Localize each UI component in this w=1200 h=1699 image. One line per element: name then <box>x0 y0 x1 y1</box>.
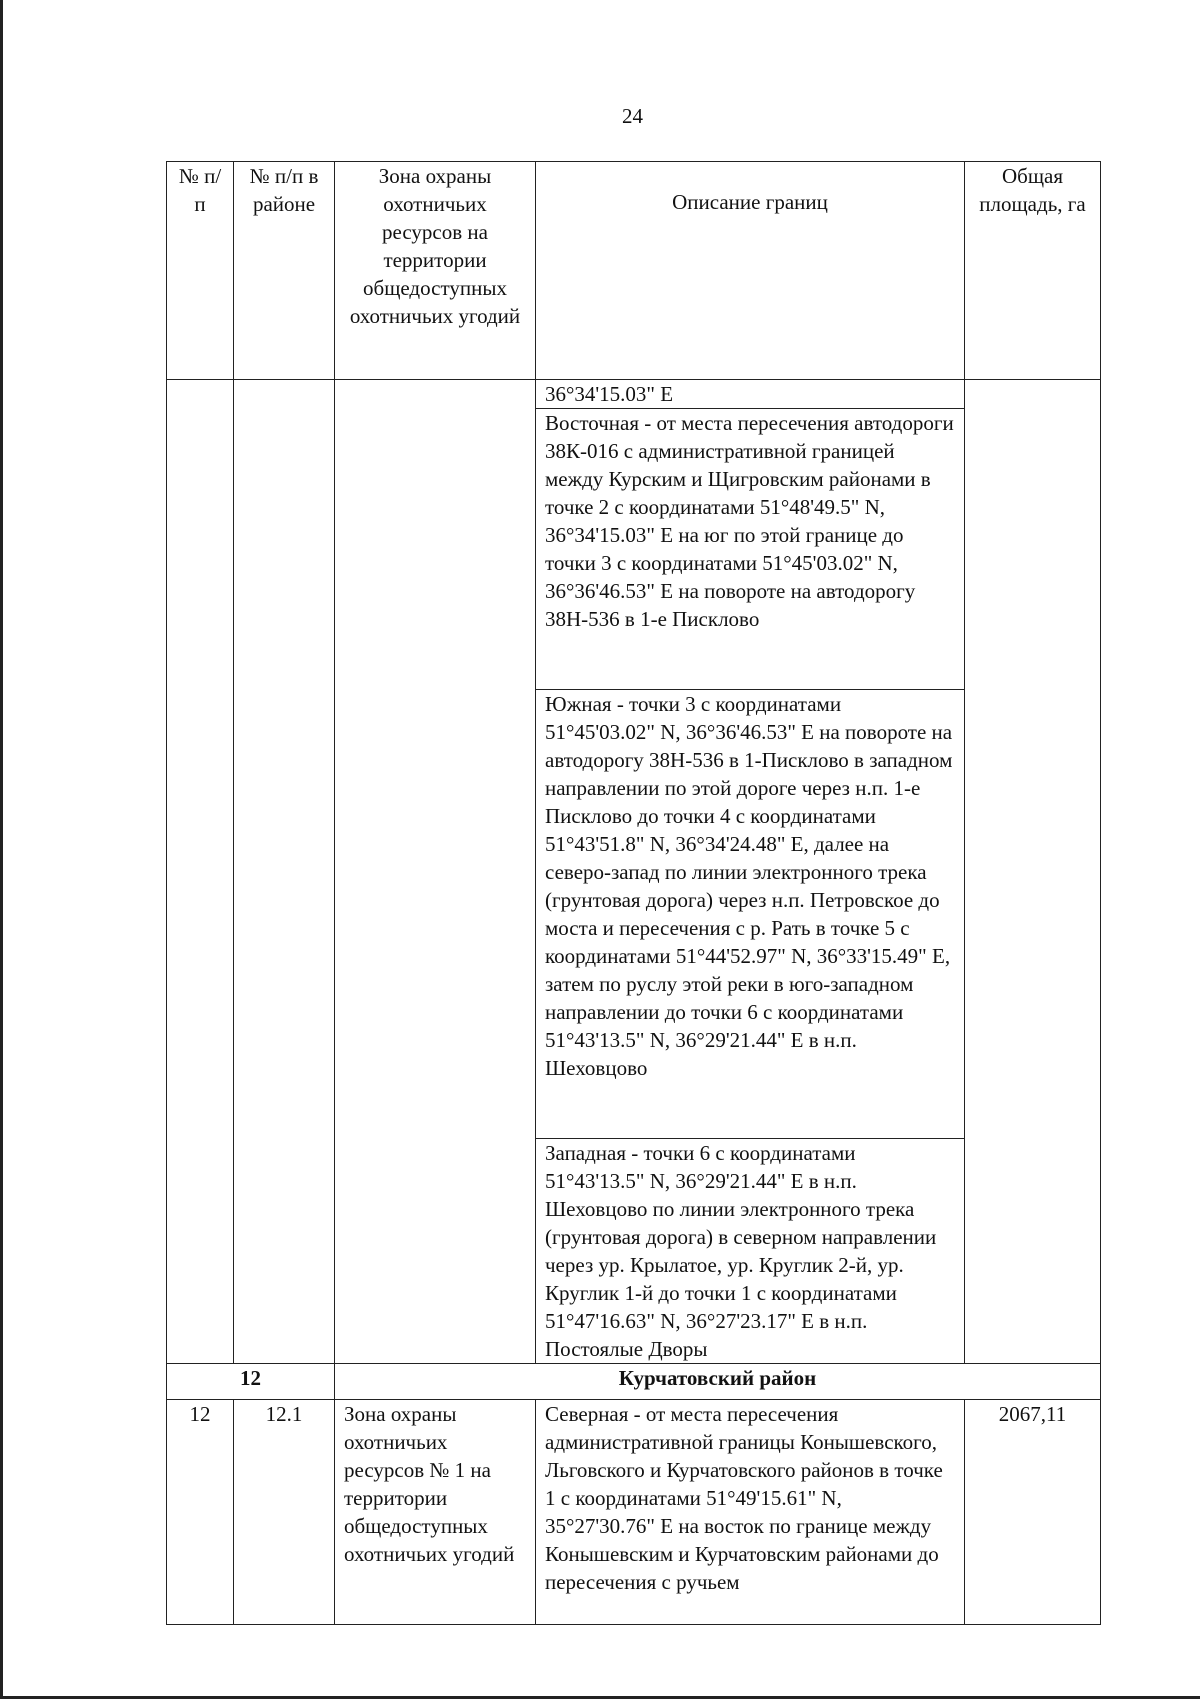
table-header-row <box>167 162 1101 380</box>
empty-cell <box>234 380 335 1364</box>
table-row <box>167 1400 1101 1625</box>
boundary-segment-east: Восточная - от места пересечения автодороги 38К-016 с административной границей между Курским и Щигровским районами в точке 2 с координатами 51°48'49.5" N, 36°34'15.03" E на юг по этой границе до точки 3 с координатами 51°45'03.02" N, 36°36'46.53" E на повороте на автодорогу 38Н-536 в 1-е Писклово <box>536 409 965 690</box>
header-zone: Зона охраны охотничьих ресурсов на территории общедоступных охотничьих угодий <box>335 162 536 380</box>
table-row <box>167 380 1101 409</box>
boundary-segment-south: Южная - точки 3 с координатами 51°45'03.02" N, 36°36'46.53" E на повороте на автодорогу 38Н-536 в 1-Писклово в западном направлении по этой дороге через н.п. 1-е Писклово до точки 4 с координатами 51°43'51.8" N, 36°34'24.48" E, далее на северо-запад по линии электронного трека (грунтовая дорога) через н.п. Петровское до моста и пересечения с р. Рать в точке 5 с координатами 51°44'52.97" N, 36°33'15.49" E, затем по руслу этой реки в юго-западном направлении до точки 6 с координатами 51°43'13.5" N, 36°29'21.44" E в н.п. Шеховцово <box>536 690 965 1139</box>
section-number: 12 <box>167 1364 335 1400</box>
boundary-segment-west: Западная - точки 6 с координатами 51°43'13.5" N, 36°29'21.44" E в н.п. Шеховцово по линии электронного трека (грунтовая дорога) в северном направлении через ур. Крылатое, ур. Круглик 2-й, ур. Круглик 1-й до точки 1 с координатами 51°47'16.63" N, 36°27'23.17" E в н.п. Постоялые Дворы <box>536 1139 965 1364</box>
row-total-area: 2067,11 <box>965 1400 1101 1625</box>
boundary-segment-coordinate-tail: 36°34'15.03" E <box>536 380 965 409</box>
section-title: Курчатовский район <box>335 1364 1101 1400</box>
header-boundary-description: Описание границ <box>536 162 965 380</box>
empty-cell <box>965 380 1101 1364</box>
header-row-number: № п/п <box>167 162 234 380</box>
boundaries-table <box>166 161 1101 1625</box>
header-district-number: № п/п в районе <box>234 162 335 380</box>
empty-cell <box>167 380 234 1364</box>
row-boundary-description: Северная - от места пересечения административной границы Конышевского, Льговского и Курчатовского районов в точке 1 с координатами 51°49'15.61" N, 35°27'30.76" E на восток по границе между Конышевским и Курчатовским районами до пересечения с ручьем <box>536 1400 965 1625</box>
page-number: 24 <box>622 104 643 128</box>
header-total-area: Общая площадь, га <box>965 162 1101 380</box>
section-row <box>167 1364 1101 1400</box>
row-district-number: 12.1 <box>234 1400 335 1625</box>
row-number: 12 <box>167 1400 234 1625</box>
row-zone-name: Зона охраны охотничьих ресурсов № 1 на территории общедоступных охотничьих угодий <box>335 1400 536 1625</box>
empty-cell <box>335 380 536 1364</box>
scan-edge-left <box>0 0 3 1699</box>
